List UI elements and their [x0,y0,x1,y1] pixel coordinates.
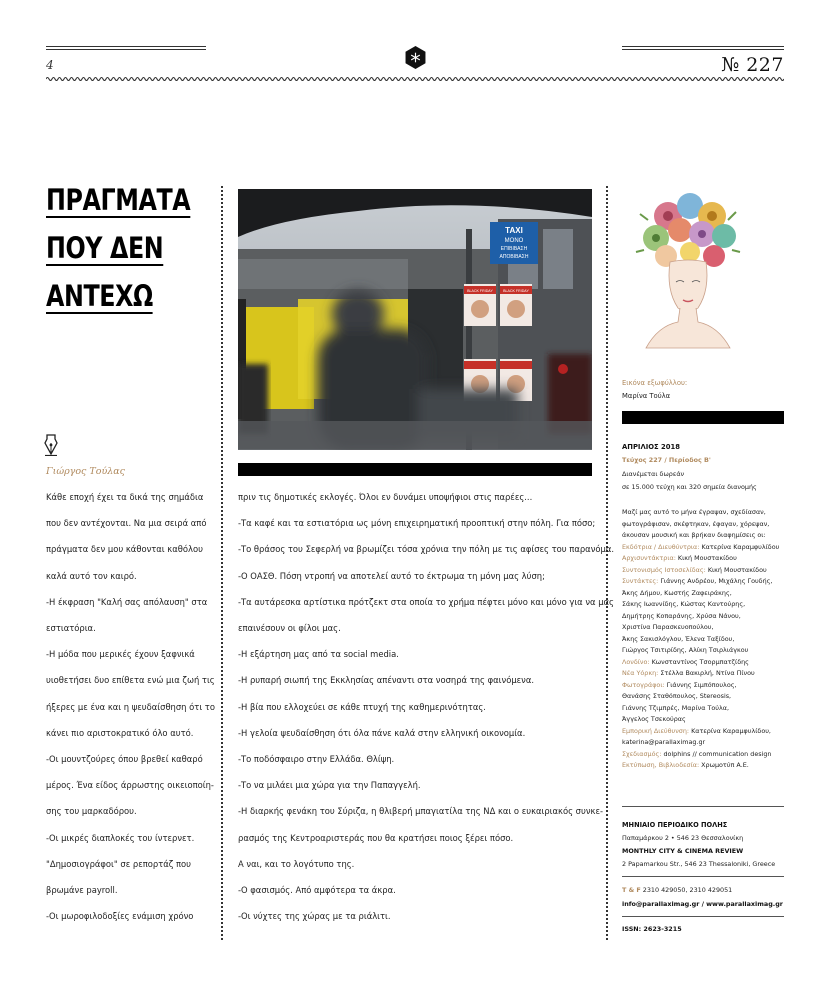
credit-line [622,737,784,749]
distribution-free: Διανέμεται δωρεάν [622,470,685,478]
credit-line [622,542,784,554]
body-line: πριν τις δημοτικές εκλογές. Όλοι εν δυνάμει υποψήφιοι στις παρέες... [238,492,533,502]
body-line: σης του μαρκαδόρου. [46,806,137,817]
credit-role: Συντάκτες: [622,577,661,585]
title-line: ΠΟΥ ΔΕΝ [46,231,164,265]
credits-intro-line [622,530,784,542]
credits-intro-text: άκουσαν μουσική και βρήκαν διαφημίσεις οι: [622,531,766,539]
credit-names: Κωνσταντίνος Τσορμπατζίδης [651,657,749,666]
credits-intro-text: Μαζί μας αυτό το μήνα έγραψαν, σχεδίασαν, [622,508,766,516]
taxi-sign [490,222,538,264]
credit-line [622,576,784,588]
body-line: -Η εξάρτηση μας από τα social media. [238,649,399,660]
article-body-middle [238,484,615,929]
body-line: υιοθετήσει δυο επίθετα ενώ μια ζωή τις [46,675,215,686]
credit-line [622,680,784,692]
cover-illustration [628,190,748,350]
issue-period: Τεύχος 227 / Περίοδος Β' [622,456,711,464]
issue-number: № 227 [721,54,784,76]
publication-type: ΜΗΝΙΑΙΟ ΠΕΡΙΟΔΙΚΟ ΠΟΛΗΣ [622,821,728,829]
issn: ISSN: 2623-3215 [622,925,682,933]
body-line: καλά αυτό τον καιρό. [46,570,137,581]
credit-names: Δημήτρης Κοπαράνης, Χρύσα Νάνου, [622,611,741,620]
credit-names: katerina@parallaximag.gr [622,738,706,746]
credit-role: Εκδότρια / Διευθύντρια: [622,542,702,551]
credit-line [622,634,784,646]
body-line: -Η βία που ελλοχεύει σε κάθε πτυχή της καθημερινότητας. [238,701,486,712]
cover-artist: Μαρίνα Τούλα [622,392,671,400]
body-line: -Οι νύχτες της χώρας με τα ριάλιτι. [238,911,391,922]
credit-line [622,622,784,634]
credit-names: Κική Μουστακίδου [677,554,737,562]
edition-month: ΑΠΡΙΛΙΟΣ 2018 [622,443,680,451]
credit-role: Εμπορική Διεύθυνση: [622,726,692,735]
sign-text: ΑΠΟΒΙΒΑΣΗ [499,254,529,260]
body-line: Α ναι, και το λογότυπο της. [238,858,355,869]
credit-role: Εκτύπωση, Βιβλιοδεσία: [622,761,702,769]
credit-line [622,714,784,726]
credit-names: Γιάννης Ανδρέου, Μιχάλης Γουδής, [660,577,773,585]
credit-line [622,565,784,577]
credit-names: Γιάννης Τζιμπρές, Μαρίνα Τούλα, [622,703,729,712]
credit-role: Σχεδιασμός: [622,749,664,758]
credit-line [622,657,784,669]
credit-names: Θανάσης Σταθόπουλος, Stereosis, [622,692,732,700]
credit-line [622,749,784,761]
body-line: -Τα αυτάρεσκα αρτίστικα πρότζεκτ στα οποία το χρήμα πέφτει μόνο και μόνο για να μας [238,596,614,607]
body-line: πράγματα δεν μου κάθονται καθόλου [46,544,203,555]
body-line: ρασμός της Κεντροαριστεράς που θα κρατήσει ποιος ξέρει πόσο. [238,832,514,843]
sign-text: TAXI [505,226,523,235]
sign-text: ΕΠΙΒΙΒΑΣΗ [500,246,528,252]
body-line: Κάθε εποχή έχει τα δικά της σημάδια [46,492,204,502]
header-rule [46,46,206,47]
credit-names: Χρωμοτύπ Α.Ε. [701,761,749,769]
credit-line [622,703,784,715]
phone-line [622,886,732,894]
credit-role: Λονδίνο: [622,657,652,666]
credit-names: Κική Μουστακίδου [707,565,767,574]
credit-names: Άγγελος Τσεκούρας [622,715,686,723]
body-line: -Το να μιλάει μια χώρα για την Παπαγγελή. [238,780,421,791]
body-line: μέρος. Ένα είδος άρρωστης οικειοποίη- [46,780,214,791]
credit-names: dolphins // communication design [663,749,772,758]
poster-text: BLACK FRIDAY [503,289,529,293]
body-line: -Η ρυπαρή σιωπή της Εκκλησίας απέναντι στα νοσηρά της φαινόμενα. [238,675,535,686]
title-line: ΑΝΤΕΧΩ [46,279,153,313]
credit-line [622,726,784,738]
body-line: επαινέσουν οι φίλοι μας. [238,623,341,634]
magazine-emblem-icon [404,46,427,69]
credit-names: Κατερίνα Καραμφυλίδου [701,542,780,551]
credits-intro-line [622,519,784,531]
sidebar-rule [622,806,784,807]
sidebar-bar [622,411,784,424]
article-author: Γιώργος Τούλας [46,466,125,477]
address-english: 2 Papamarkou Str., 546 23 Thessaloniki, Greece [622,860,776,868]
header-rule [622,49,784,50]
header-rule [622,46,784,47]
title-line: ΠΡΑΓΜΑΤΑ [46,183,191,217]
credits-intro-text: φωτογράφισαν, σκέφτηκαν, έφαγαν, χόρεψαν, [622,519,770,528]
credit-role: Φωτογράφοι: [622,680,667,689]
body-line: ήξερες με ένα και η ψευδαίσθηση ότι το [46,701,215,712]
photo-caption-bar [238,463,592,476]
credit-line [622,760,784,772]
body-line: -Οι μουντζούρες όπου βρεθεί καθαρό [46,754,203,765]
body-line: -Η έκφραση "Καλή σας απόλαυση" στα [46,596,208,607]
header-rule [46,49,206,50]
credit-line [622,668,784,680]
header-wavy-rule [46,75,784,83]
credit-names: Χριστίνα Παρασκευοπούλου, [622,623,714,631]
phone-numbers: 2310 429050, 2310 429051 [640,886,733,894]
body-line: εστιατόρια. [46,623,96,634]
body-line: που δεν αντέχονται. Να μια σειρά από [46,518,207,529]
credit-names: Στέλλα Βακιρλή, Ντίνα Πίνου [660,669,755,677]
flower-crown [636,193,740,267]
credit-line [622,599,784,611]
article-title [46,183,206,330]
body-line: -Οι μικρές διαπλοκές του ίντερνετ. [46,832,195,843]
web-contact[interactable]: info@parallaximag.gr / www.parallaximag.gr [622,900,783,908]
column-divider [606,186,608,940]
body-line: "Δημοσιογράφοι" σε ρεπορτάζ που [46,858,192,869]
credit-names: Γιώργος Τσιτιρίδης, Αλίκη Τσιρλιάγκου [622,646,749,654]
column-divider [221,186,223,940]
tf-label: T & F [622,886,641,894]
credit-names: Σάκης Ιωαννίδης, Κώστας Καντούρης, [622,600,746,608]
fountain-pen-icon [44,434,58,456]
credit-role: Αρχισυντάκτρια: [622,554,678,562]
body-line: -Η γελοία ψευδαίσθηση ότι όλα πάνε καλά στην ελληνική οικονομία. [238,727,526,738]
credits-intro-line [622,507,784,519]
credit-line [622,588,784,600]
review-tagline: MONTHLY CITY & CINEMA REVIEW [622,847,744,855]
body-line: -Η μόδα που μερικές έχουν ξαφνικά [46,649,195,660]
credit-role: Συντονισμός Ιστοσελίδας: [622,565,708,574]
credit-line [622,611,784,623]
body-line: -Το θράσος του Σεφερλή να βρωμίζει τόσα χρόνια την πόλη με τις αφίσες του παρανόμα. [238,544,615,555]
body-line: -Τα καφέ και τα εστιατόρια ως μόνη επιχειρηματική προοπτική στην πόλη. Για πόσο; [238,518,596,529]
body-line: -Ο φασισμός. Από αμφότερα τα άκρα. [238,885,396,896]
credits-block [622,507,784,772]
credit-names: Άκης Σακισλόγλου, Έλενα Ταξίδου, [622,634,735,643]
credit-line [622,691,784,703]
street-photo [238,189,592,450]
page-number: 4 [46,58,54,72]
sign-text: ΜΟΝΟ [504,238,524,244]
sidebar-rule [622,916,784,917]
distribution-info: σε 15.000 τεύχη και 320 σημεία διανομής [622,483,757,491]
credit-names: Κατερίνα Καραμφυλίδου, [691,726,771,735]
body-line: κάνει πιο αριστοκρατικό όλο αυτό. [46,727,194,738]
body-line: βρωμάνε payroll. [46,885,118,896]
body-line: -Το ποδόσφαιρο στην Ελλάδα. Θλίψη. [238,754,395,765]
sidebar-rule [622,876,784,877]
credit-line [622,645,784,657]
body-line: -Η διαρκής φενάκη του Σύριζα, η θλιβερή μπαγιατίλα της ΝΔ και ο ευκαιριακός συνκε- [238,806,603,817]
address-greek: Παπαμάρκου 2 • 546 23 Θεσσαλονίκη [622,834,744,842]
body-line: -Οι μωροφιλοδοξίες ενάμιση χρόνο [46,911,194,922]
credit-names: Γιάννης Σιμπόπουλος, [666,680,737,689]
credit-line [622,553,784,565]
body-line: -Ο ΟΑΣΘ. Πόση ντροπή να αποτελεί αυτό το έκτρωμα τη μόνη μας λύση; [238,570,545,581]
article-body-left [46,484,215,929]
poster-text: BLACK FRIDAY [467,289,493,293]
cover-label: Εικόνα εξωφύλλου: [622,379,688,387]
credit-role: Νέα Υόρκη: [622,669,661,677]
credit-names: Άκης Δήμου, Κωστής Ζαφειράκης, [622,588,732,597]
